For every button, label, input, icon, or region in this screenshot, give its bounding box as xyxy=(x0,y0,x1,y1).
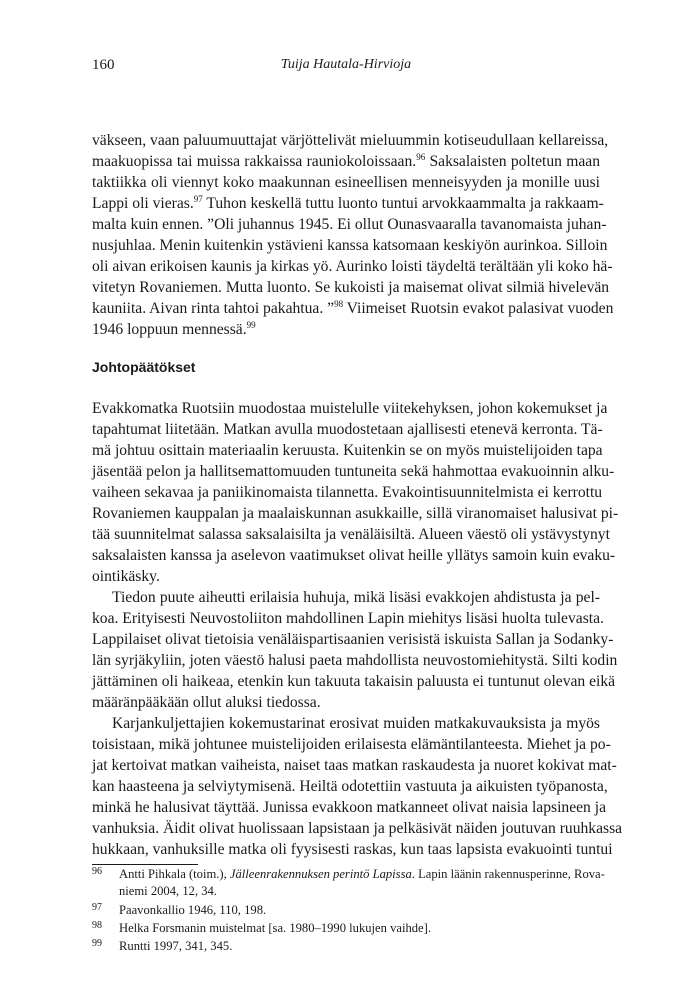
footnote-ref: 97 xyxy=(193,194,203,204)
body-line: Evakkomatka Ruotsiin muodostaa muistelulle viitekehyksen, johon kokemukset ja xyxy=(92,400,608,417)
body-line: taktiikka oli viennyt koko maakunnan esineellisen menneisyyden ja monille uusi xyxy=(92,174,600,191)
body-line: tää suunnitelmat salassa saksalaisilta ja venäläisiltä. Alueen väestö oli ystävystynyt xyxy=(92,526,610,543)
body-line: Rovaniemen kauppalan ja maalaiskunnan asukkaille, sillä viranomaiset halusivat pi- xyxy=(92,505,619,522)
body-line: oli aivan erikoisen kaunis ja kirkas yö. Aurinko loisti täydeltä terältään yli koko hä- xyxy=(92,258,613,275)
body-line: väkseen, vaan paluumuuttajat värjöttelivät mieluummin kotiseudullaan kellareissa, xyxy=(92,132,609,149)
body-line: Karjankuljettajien kokemustarinat erosivat muiden matkakuvauksista ja myös xyxy=(112,715,600,732)
page-number: 160 xyxy=(92,57,115,73)
footnote-text: Runtti 1997, 341, 345. xyxy=(119,939,233,953)
body-line: määränpääkään ollut aluksi tiedossa. xyxy=(92,694,321,711)
body-line: jat kertoivat matkan vaiheista, naiset taas matkan raskaudesta ja nuoret kokivat mat- xyxy=(92,757,617,774)
body-line: kan haasteena ja selviytymisenä. Heiltä odotettiin vastuuta ja aikuisten työpanosta, xyxy=(92,778,608,795)
body-line: Lappilaiset olivat tietoisia venäläispartisaanien verisistä iskuista Sallan ja Sodanky- xyxy=(92,631,614,648)
body-line: koa. Erityisesti Neuvostoliiton mahdollinen Lapin miehitys lisäsi huolta tulevasta. xyxy=(92,610,604,627)
running-title: Tuija Hautala-Hirvioja xyxy=(280,57,412,72)
body-line: jäsentää pelon ja hallitsemattomuuden tuntuneita sekä hahmottaa evakuoinnin alku- xyxy=(92,463,615,480)
body-line: kauniita. Aivan rinta tahtoi pakahtua. ”$^{98}$ Viimeiset Ruotsin evakot palasivat vuoden xyxy=(92,299,614,317)
footnote-text: Antti Pihkala (toim.), Jälleenrakennuksen perintö Lapissa. Lapin läänin rakennusperinne, Rova- xyxy=(119,867,605,881)
body-line: ointikäsky. xyxy=(92,568,160,585)
body-line: minkä he halusivat täyttää. Junissa evakkoon matkanneet olivat naisia lapsineen ja xyxy=(92,799,607,816)
section-heading: Johtopäätökset xyxy=(92,359,196,375)
body-line: län syrjäkyliin, joten väestö halusi paeta mahdollista neuvostomiehitystä. Silti kodin xyxy=(92,652,618,669)
footnote-number: 99 xyxy=(92,938,102,949)
body-line: saksalaisten kanssa ja aselevon vaatimukset olivat heille yllätys samoin kuin evaku- xyxy=(92,547,616,564)
body-line: vitetyn Rovaniemen. Mutta luonto. Se kukoisti ja maisemat olivat silmiä hivelevän xyxy=(92,279,610,296)
footnote-ref: 96 xyxy=(416,152,426,162)
body-line: jättäminen oli haikeaa, etenkin kun takuuta takaisin paluusta ei tuntunut olevan eikä xyxy=(92,673,616,690)
body-line: hukkaan, vanhuksille matka oli fyysisesti raskas, kun taas lapsista evakuointi tuntui xyxy=(92,841,613,858)
body-line: Tiedon puute aiheutti erilaisia huhuja, mikä lisäsi evakkojen ahdistusta ja pel- xyxy=(112,589,600,606)
body-line: nusjuhlaa. Menin kuitenkin ystävieni kanssa katsomaan keskiyön aurinkoa. Silloin xyxy=(92,237,608,254)
footnote-number: 96 xyxy=(92,866,102,877)
footnote-divider xyxy=(92,864,198,865)
footnote-ref: 99 xyxy=(246,320,256,330)
body-line: maakuopissa tai muissa rakkaissa rauniokoloissaan.$^{96}$ Saksalaisten poltetun maan xyxy=(92,152,601,170)
body-line: vaiheen sekavaa ja paniikinomaista tilannetta. Evakointisuunnitelmista ei kerrottu xyxy=(92,484,603,501)
body-line: toisistaan, mikä johtunee muistelijoiden erilaisesta elämäntilanteesta. Miehet ja po- xyxy=(92,736,611,753)
body-line: tapahtumat liitetään. Matkan avulla muodostetaan ajallisesti etenevä kerronta. Tä- xyxy=(92,421,603,438)
footnote-number: 97 xyxy=(92,902,102,913)
body-line: vanhuksia. Äidit olivat huolissaan lapsistaan ja pelkäsivät näiden joutuvan ruuhkassa xyxy=(92,820,623,837)
footnote-text: Paavonkallio 1946, 110, 198. xyxy=(119,903,267,917)
body-line: malta kuin ennen. ”Oli juhannus 1945. Ei ollut Ounasvaaralla tavanomaista juhan- xyxy=(92,216,607,233)
body-line: 1946 loppuun mennessä.$^{99}$ xyxy=(92,320,256,338)
body-line: mä johtuu osittain materiaalin keruusta. Kuitenkin se on myös muistelijoiden tapa xyxy=(92,442,603,459)
body-line: Lappi oli vieras.$^{97}$ Tuhon keskellä tuttu luonto tuntui arvokkaammalta ja rakkaam- xyxy=(92,194,604,212)
footnote-number: 98 xyxy=(92,920,102,931)
footnote-text: niemi 2004, 12, 34. xyxy=(119,884,217,898)
footnote-ref: 98 xyxy=(334,299,344,309)
footnote-text: Helka Forsmanin muistelmat [sa. 1980–1990 lukujen vaihde]. xyxy=(119,921,431,935)
